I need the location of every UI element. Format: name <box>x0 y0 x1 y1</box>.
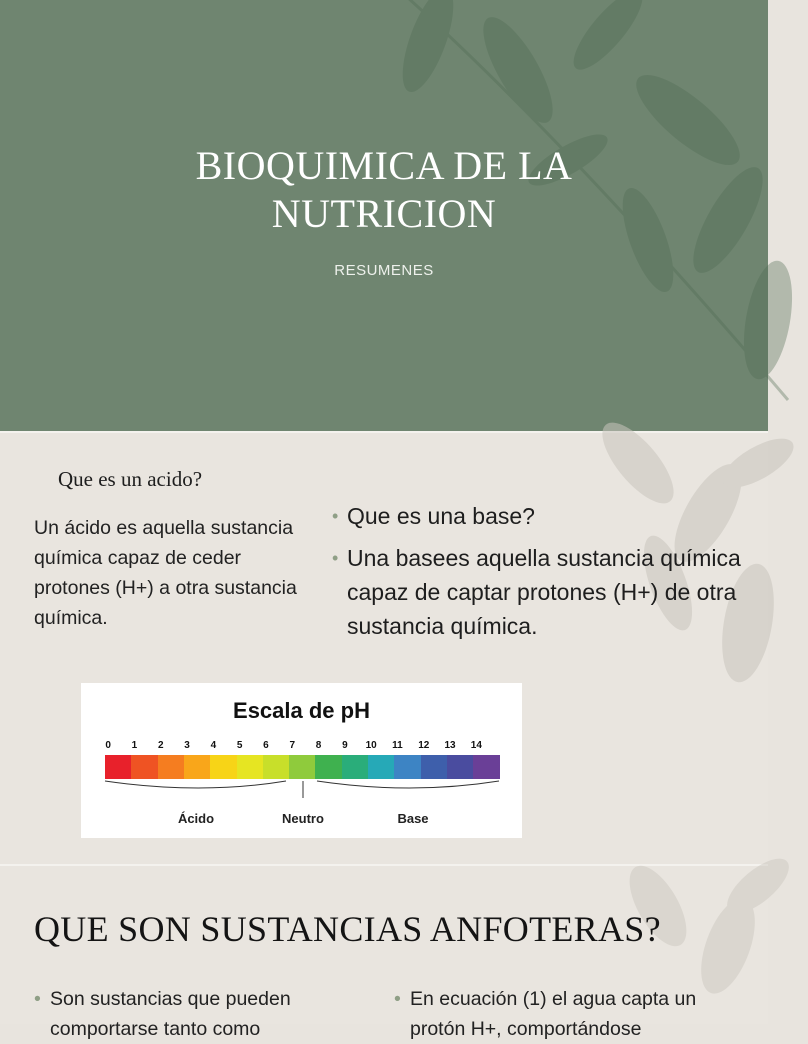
ph-number: 11 <box>392 740 403 751</box>
bullet-dot-icon: • <box>394 988 401 1010</box>
bullet-dot-icon: • <box>332 548 339 568</box>
ph-color-segment <box>447 755 474 779</box>
ph-number: 2 <box>157 740 164 751</box>
ph-number: 0 <box>105 740 111 751</box>
slide-title <box>0 142 768 238</box>
ph-number: 3 <box>184 740 190 751</box>
ph-scale-title: Escala de pH <box>233 698 370 723</box>
acid-label: Ácido <box>177 811 215 826</box>
acid-question-heading: Que es un acido? <box>58 467 203 491</box>
ph-color-segment <box>342 755 369 779</box>
base-label: Base <box>397 811 429 826</box>
ph-color-segment <box>158 755 185 779</box>
ph-color-segment <box>473 755 500 779</box>
list-item <box>330 499 750 533</box>
right-bullet <box>394 984 740 1044</box>
left-bullet <box>34 984 370 1044</box>
ph-color-segment <box>184 755 211 779</box>
bullet-text: Que es una base? <box>347 503 535 529</box>
slide-heading: QUE SON SUSTANCIAS ANFOTERAS? <box>34 909 661 949</box>
bullet-text: En ecuación (1) el agua capta un protón H+, comportándose <box>410 988 697 1040</box>
title-line-1: BIOQUIMICA DE LA <box>195 143 573 188</box>
list-item <box>330 541 750 643</box>
ph-color-segment <box>263 755 290 779</box>
ph-color-segment <box>394 755 421 779</box>
ph-color-segment <box>289 755 316 779</box>
ph-number: 4 <box>210 740 217 751</box>
ph-number: 13 <box>444 740 456 751</box>
acid-definition: Un ácido es aquella sustancia química capaz de ceder protones (H+) a otra sustancia química. <box>34 517 297 629</box>
ph-color-segment <box>131 755 158 779</box>
ph-scale-image <box>81 683 522 838</box>
slide-subtitle: RESUMENES <box>334 262 434 279</box>
neutral-label: Neutro <box>282 811 324 826</box>
base-bullet-list <box>330 499 750 651</box>
title-slide <box>0 0 768 431</box>
ph-color-segment <box>237 755 264 779</box>
amphoteric-slide <box>0 866 768 1040</box>
ph-number: 14 <box>470 740 482 751</box>
ph-number: 1 <box>131 740 138 751</box>
title-line-2: NUTRICION <box>271 191 497 236</box>
ph-number: 5 <box>236 740 243 751</box>
ph-color-segment <box>421 755 448 779</box>
ph-color-segment <box>210 755 237 779</box>
ph-number: 10 <box>365 740 377 751</box>
bullet-text: Una basees aquella sustancia química capaz de captar protones (H+) de otra sustancia química. <box>347 545 741 639</box>
ph-color-segment <box>105 755 132 779</box>
ph-number: 12 <box>418 740 430 751</box>
ph-number: 6 <box>263 740 269 751</box>
acid-base-slide <box>0 433 768 864</box>
ph-number: 7 <box>289 740 296 751</box>
bullet-dot-icon: • <box>332 506 339 526</box>
ph-color-segment <box>315 755 342 779</box>
ph-number: 8 <box>315 740 322 751</box>
bullet-dot-icon: • <box>34 988 41 1010</box>
ph-color-segment <box>368 755 395 779</box>
bullet-text: Son sustancias que pueden comportarse tanto como <box>50 988 291 1040</box>
ph-number: 9 <box>342 740 348 751</box>
